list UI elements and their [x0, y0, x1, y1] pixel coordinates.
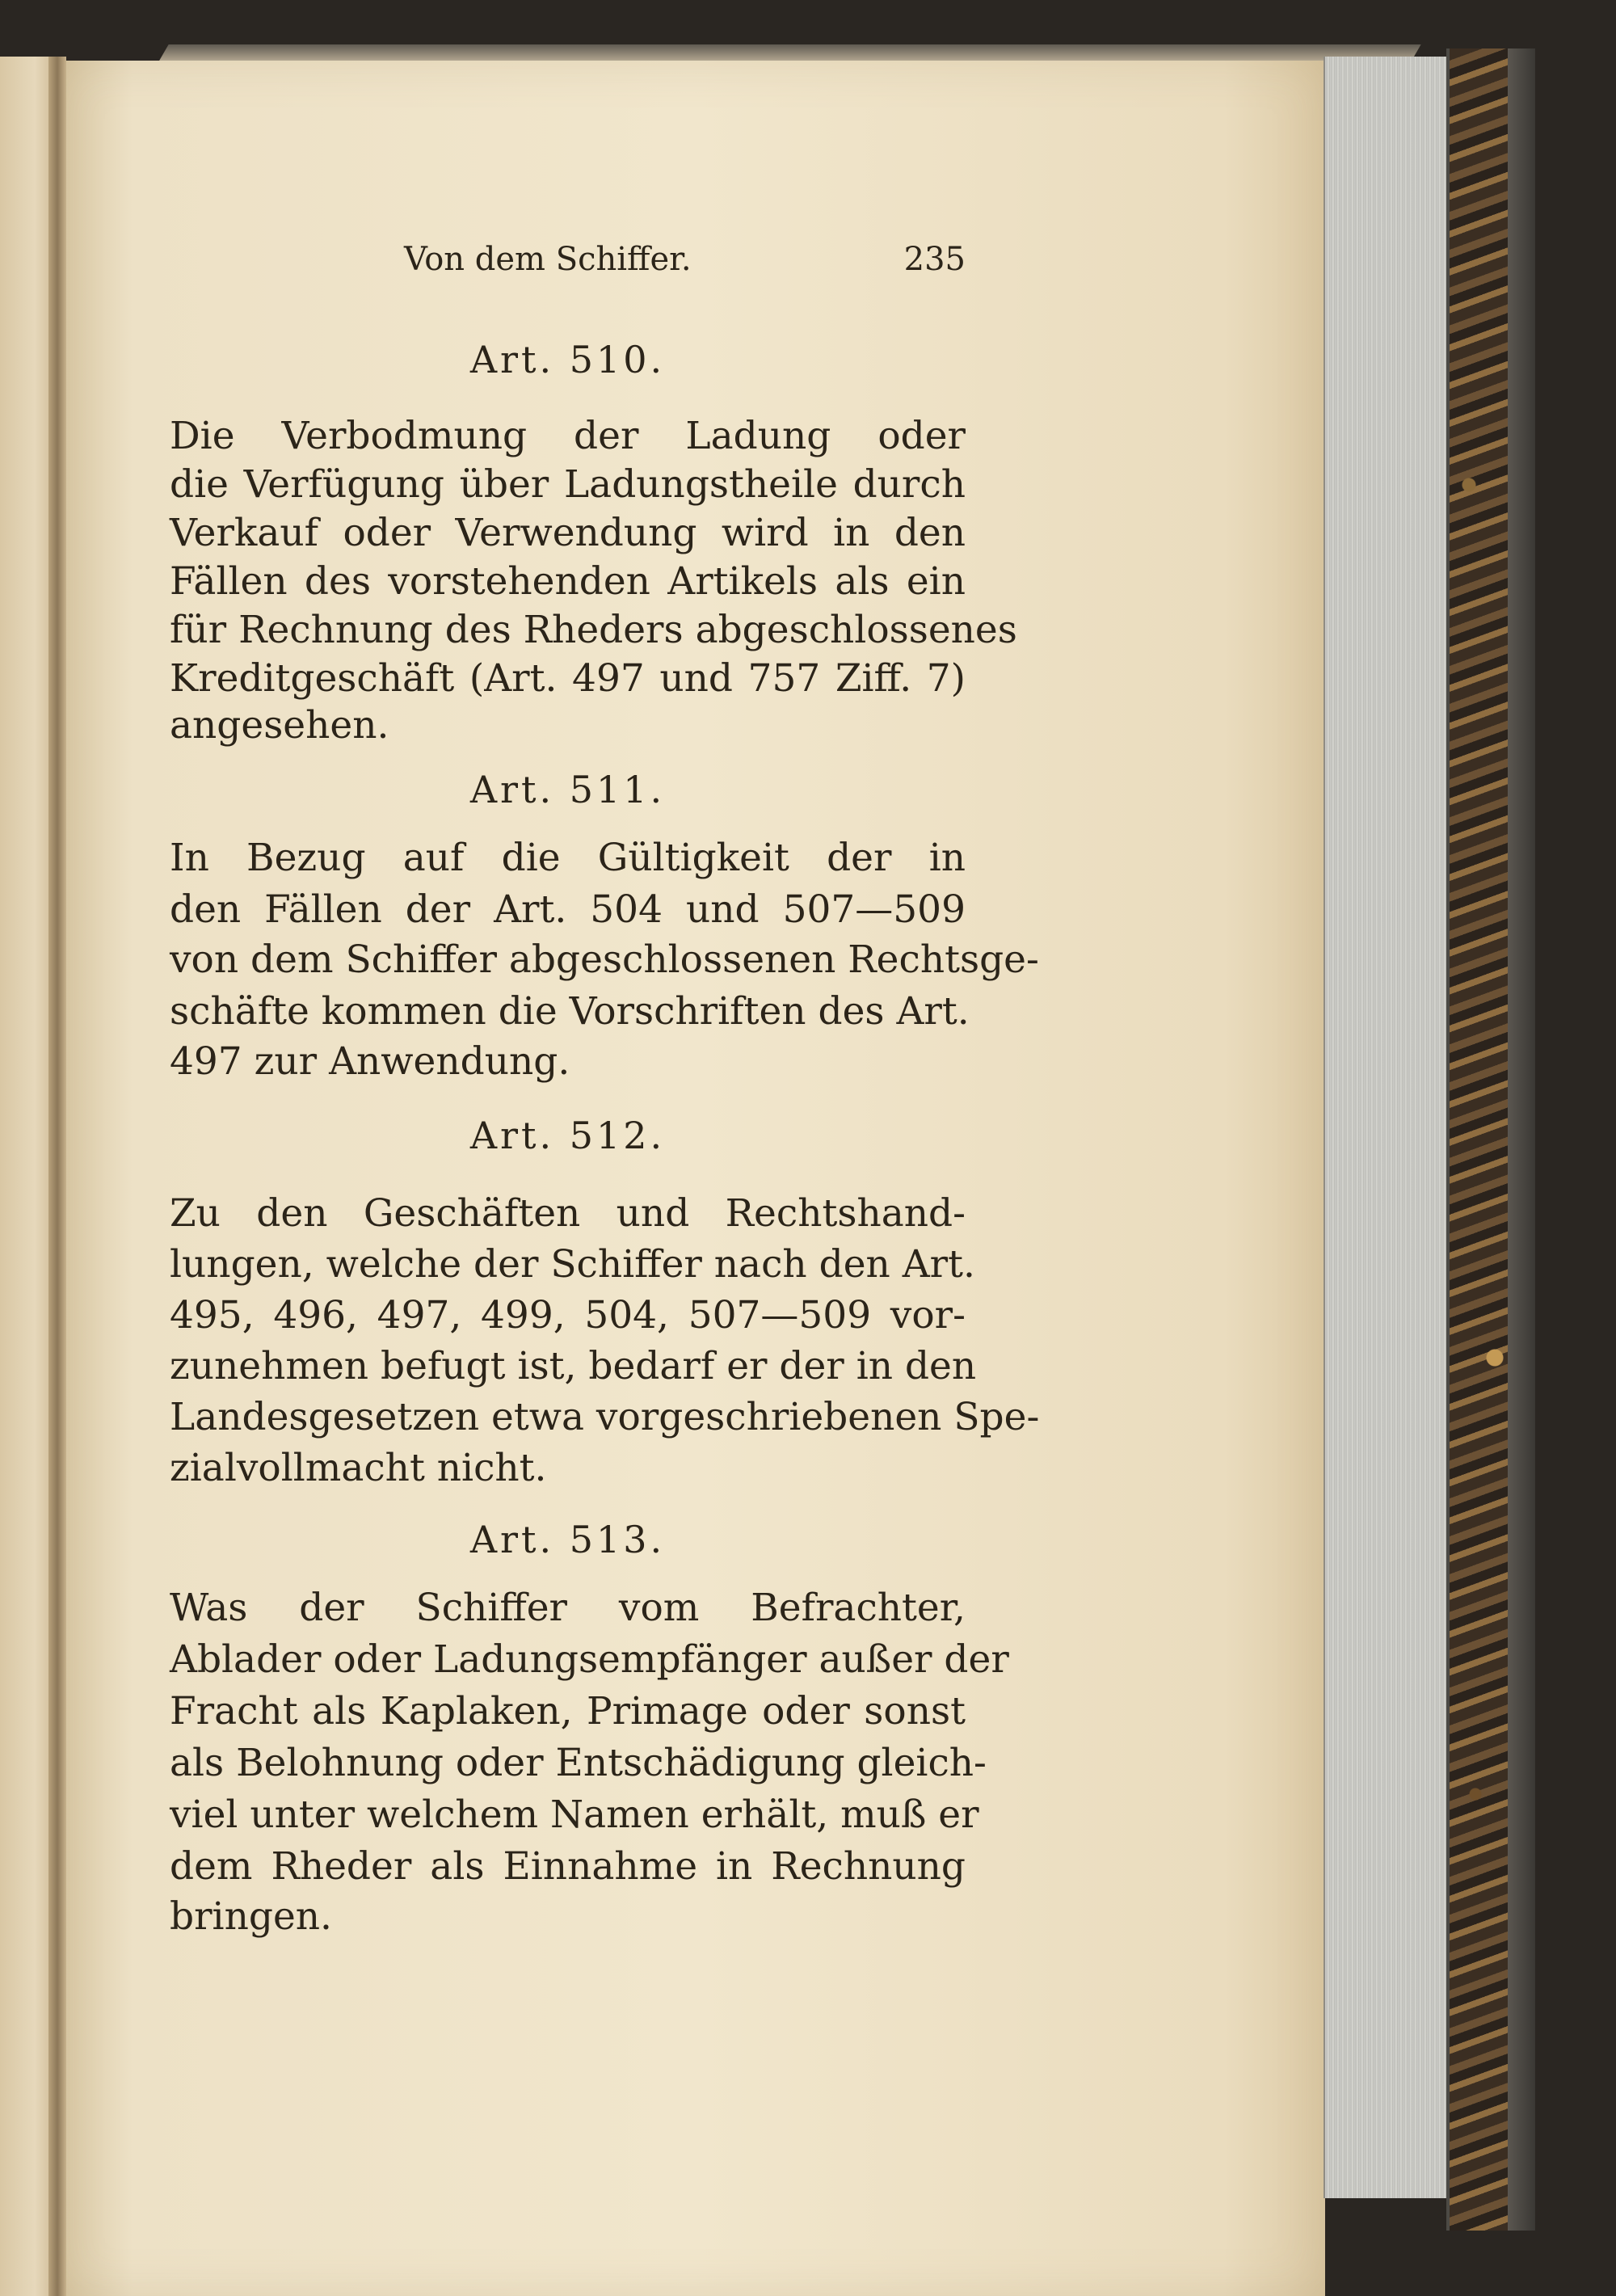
text-line: Verkauf oder Verwendung wird in den: [170, 511, 966, 555]
book-page: [57, 61, 1325, 2296]
running-header: [170, 241, 966, 289]
page-number: 235: [903, 241, 966, 278]
marbled-cover-board: [1446, 48, 1514, 2231]
text-line: 495, 496, 497, 499, 504, 507—509 vor-: [170, 1293, 966, 1338]
text-line: 497 zur Anwendung.: [170, 1039, 570, 1084]
running-title: Von dem Schiffer.: [404, 241, 692, 278]
text-line: Ablader oder Ladungsempfänger außer der: [170, 1637, 1009, 1682]
page-stack-edge: [1324, 57, 1454, 2198]
text-line: zunehmen befugt ist, bedarf er der in den: [170, 1344, 977, 1388]
text-line: Kreditgeschäft (Art. 497 und 757 Ziff. 7): [170, 656, 966, 701]
article-heading-512: Art. 512.: [469, 1114, 666, 1157]
text-line: viel unter welchem Namen erhält, muß er: [170, 1793, 979, 1837]
text-line: Landesgesetzen etwa vorgeschriebenen Spe-: [170, 1395, 1040, 1439]
text-line: angesehen.: [170, 703, 389, 748]
article-heading-511: Art. 511.: [469, 768, 666, 811]
article-heading-510: Art. 510.: [469, 338, 666, 381]
text-line: Zu den Geschäften und Rechtshand-: [170, 1191, 966, 1236]
text-line: zialvollmacht nicht.: [170, 1446, 547, 1490]
text-line: dem Rheder als Einnahme in Rechnung: [170, 1844, 966, 1889]
text-line: lungen, welche der Schiffer nach den Art.: [170, 1242, 975, 1287]
text-line: Was der Schiffer vom Befrachter,: [170, 1586, 966, 1630]
text-line: Die Verbodmung der Ladung oder: [170, 414, 966, 458]
article-heading-513: Art. 513.: [469, 1518, 666, 1561]
cover-edge: [1508, 48, 1535, 2231]
text-line: Fällen des vorstehenden Artikels als ein: [170, 559, 966, 604]
text-line: als Belohnung oder Entschädigung gleich-: [170, 1741, 987, 1785]
text-line: bringen.: [170, 1894, 332, 1939]
text-line: Fracht als Kaplaken, Primage oder sonst: [170, 1689, 966, 1734]
text-line: schäfte kommen die Vorschriften des Art.: [170, 989, 970, 1034]
book-gutter: [48, 57, 66, 2296]
text-line: den Fällen der Art. 504 und 507—509: [170, 887, 966, 932]
text-line: von dem Schiffer abgeschlossenen Rechtsge-: [170, 937, 1039, 982]
text-line: In Bezug auf die Gültigkeit der in: [170, 836, 966, 880]
text-line: die Verfügung über Ladungstheile durch: [170, 462, 966, 507]
text-line: für Rechnung des Rheders abgeschlossenes: [170, 608, 1017, 652]
